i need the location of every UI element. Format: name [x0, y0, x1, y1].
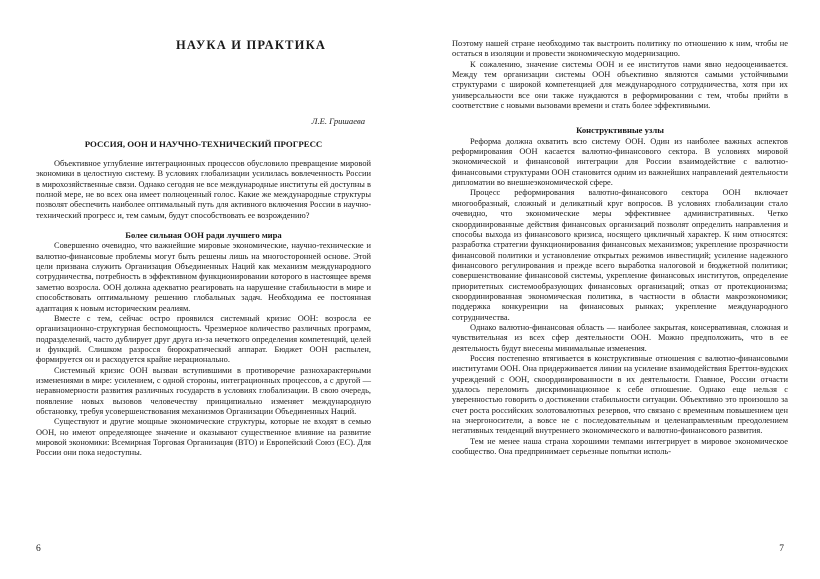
page-number: 7: [779, 544, 784, 554]
body-paragraph: Процесс реформирования валютно-финансового сектора ООН включает многообразный, сложный и деликатный круг вопросов. В условиях глобализации стало очевидно, что экономические меры эффективнее административных. Четко скоординированные действия финансовых организаций позволят определить направления и способы выхода из финансового кризиса, носящего цикличный характер. К ним относятся: разработка стратегии функционирования финансовых механизмов; укрепление прозрачности финансовой политики и установление открытых режимов инвестиций; усиление надежного финансового регулирования и прежде всего выработка налоговой и бюджетной политики; совершенствование финансовой системы, укрепление финансовых институтов, определение приоритетных системообразующих финансовых организаций; отказ от протекционизма; скоординированная экономическая политика, в частности в области макроэкономики; поддержка конкуренции на финансовых рынках; укрепление международного сотрудничества.: [452, 188, 788, 322]
subheading: Конструктивные узлы: [576, 125, 664, 136]
body-paragraph: Реформа должна охватить всю систему ООН. Один из наиболее важных аспектов реформирования ООН касается валютно-финансового сектора. В условиях мировой экономической и финансовой интеграции для России взаимодействие с валютно-финансовыми структурами ООН становится одним из важнейших направлений деятельности дипломатии во внешнеэкономической сфере.: [452, 136, 788, 188]
page-number: 6: [36, 544, 41, 554]
body-paragraph: Россия постепенно втягивается в конструктивные отношения с валютно-финансовыми институтами ООН. Она придерживается линии на усиление взаимодействия Бреттон-вудских учреждений с ООН, скоординированности в их деятельности. Главное, России отчасти удалось переломить дискриминационное к себе отношение. Однако еще нельзя с уверенностью говорить о достижении стабильности ситуации. Объективно это произошло за счет роста российских золотовалютных резервов, что связано с временным повышением цен на энергоносители, а вовсе не с последовательным и целенаправленным преодолением негативных тенденций внутреннего экономического и валютно-финансового развития.: [452, 353, 788, 436]
body-paragraph: Тем не менее наша страна хорошими темпами интегрирует в мировое экономическое сообщество. Она предпринимает серьезные попытки исполь-: [452, 436, 788, 457]
subheading: Более сильная ООН ради лучшего мира: [125, 230, 282, 241]
body-paragraph: Вместе с тем, сейчас остро проявился системный кризис ООН: возросла ее организационно-структурная беспомощность. Чрезмерное количество различных программ, подразделений, часто дублирует друг друга из-за нечеткого определения компетенций, целей и функций. Слишком разросся бюрократический аппарат. Бюджет ООН распылен, формируется он и расходуется крайне нерационально.: [36, 313, 371, 365]
continued-paragraph: Поэтому нашей стране необходимо так выстроить политику по отношению к ним, чтобы не остаться в изоляции и провести экономическую модернизацию.: [452, 39, 788, 59]
left-column: [36, 40, 371, 459]
intro-paragraph: Объективное углубление интеграционных процессов обусловило превращение мировой экономики в целостную систему. В условиях глобализации усилилась вовлеченность России в мирохозяйственные связи. Однако сегодня не все международные институты ей доступны в полной мере, не во всех она имеет полноценный голос. Какие же международные структуры позволят обеспечить наиболее оптимальный путь для активного включения России в научно-технический прогресс и, тем самым, будут способствовать ее возрождению?: [36, 159, 371, 220]
body-paragraph: К сожалению, значение системы ООН и ее институтов нами явно недооценивается. Между тем организации системы ООН объективно являются самыми устойчивыми структурами с широкой компетенцией для международного сотрудничества, хотя при их универсальности все они также нуждаются в реформировании с тем, чтобы прийти в соответствие с новыми вызовами времени и стать более эффективными.: [452, 59, 788, 111]
body-paragraph: Существуют и другие мощные экономические структуры, которые не входят в семью ООН, но имеют определяющее значение и оказывают существенное влияние на развитие мировой экономики: Всемирная Торговая Организация (ВТО) и Европейский Союз (ЕС). Для России они пока недоступны.: [36, 417, 371, 458]
author-name: Л.Е. Гришаева: [311, 116, 365, 127]
body-paragraph: Совершенно очевидно, что важнейшие мировые экономические, научно-технические и валютно-финансовые проблемы могут быть решены лишь на многосторонней основе. Этой цели призвана служить Организация Объединенных Наций как механизм международного сотрудничества, потребность в эффективном функционировании которого в настоящее время заметно возросла. ООН должна адекватно реагировать на нарушение стабильности в мире и способствовать оптимальному решению глобальных задач. Необходима ее постоянная адаптация к новым историческим реалиям.: [36, 241, 371, 313]
body-paragraph: Однако валютно-финансовая область — наиболее закрытая, консервативная, сложная и чувствительная из всех сфер деятельности ООН. Можно предположить, что в ее деятельность будут внесены минимальные изменения.: [452, 322, 788, 353]
right-column: [452, 39, 788, 457]
article-title: РОССИЯ, ООН И НАУЧНО-ТЕХНИЧЕСКИЙ ПРОГРЕСС: [84, 138, 323, 149]
body-paragraph: Системный кризис ООН вызван вступившими в противоречие разнохарактерными изменениями в мире: усилением, с одной стороны, интеграционных процессов, а с другой — неравномерности развития различных государств в условиях глобализации. В свою очередь, появление новых вызовов человечеству принципиально изменяет международную обстановку, требуя усовершенствования механизмов Организации Объединенных Наций.: [36, 365, 371, 416]
right-page: [410, 0, 820, 579]
section-title: НАУКА И ПРАКТИКА: [176, 38, 327, 52]
